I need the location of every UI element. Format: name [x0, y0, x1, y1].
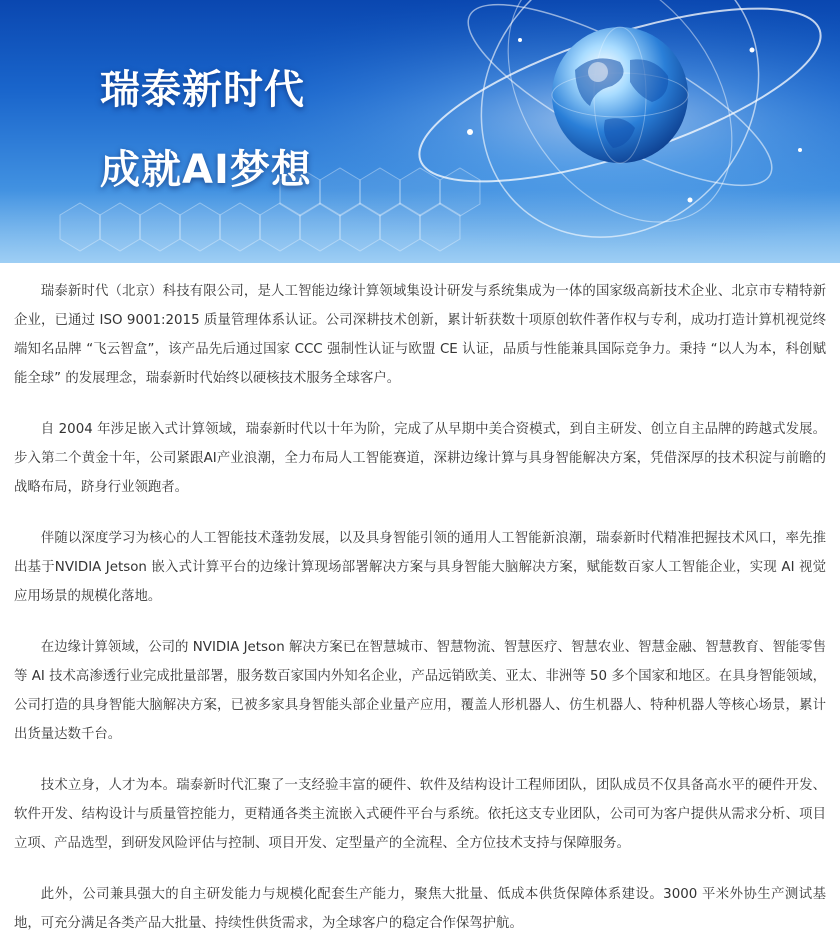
- ai-solutions-paragraph: 伴随以深度学习为核心的人工智能技术蓬勃发展，以及具身智能引领的通用人工智能新浪潮，瑞泰新时代精准把握技术风口，率先推出基于NVIDIA Jetson 嵌入式计算平台的边缘计算现场部署解决方案与具身智能大脑解决方案，赋能数百家人工智能企业，实现 AI 视觉应用场景的规模化落地。: [14, 531, 826, 604]
- company-intro: [0, 263, 840, 938]
- banner-title-line-2: 成就AI梦想: [100, 147, 312, 193]
- banner-title-line-1: 瑞泰新时代: [100, 67, 305, 113]
- intro-paragraph: 瑞泰新时代（北京）科技有限公司，是人工智能边缘计算领域集设计研发与系统集成为一体的国家级高新技术企业、北京市专精特新企业，已通过 ISO 9001:2015 质量管理体系认证。公司深耕技术创新，累计斩获数十项原创软件著作权与专利，成功打造计算机视觉终端知名品牌 “飞云智盒”，该产品先后通过国家 CCC 强制性认证与欧盟 CE 认证，品质与性能兼具国际竞争力。秉持 “以人为本，科创赋能全球” 的发展理念，瑞泰新时代始终以硬核技术服务全球客户。: [14, 284, 826, 386]
- hero-banner: [0, 0, 840, 263]
- applications-paragraph: 在边缘计算领域，公司的 NVIDIA Jetson 解决方案已在智慧城市、智慧物流、智慧医疗、智慧农业、智慧金融、智慧教育、智能零售等 AI 技术高渗透行业完成批量部署，服务数百家国内外知名企业，产品远销欧美、亚太、非洲等 50 多个国家和地区。在具身智能领域，公司打造的具身智能大脑解决方案，已被多家具身智能头部企业量产应用，覆盖人形机器人、仿生机器人、特种机器人等核心场景，累计出货量达数千台。: [14, 640, 826, 742]
- globe-graphic: [552, 27, 688, 163]
- team-paragraph: 技术立身，人才为本。瑞泰新时代汇聚了一支经验丰富的硬件、软件及结构设计工程师团队，团队成员不仅具备高水平的硬件开发、软件开发、结构设计与质量管控能力，更精通各类主流嵌入式硬件平台与系统。依托这支专业团队，公司可为客户提供从需求分析、项目立项、产品选型，到研发风险评估与控制、项目开发、定型量产的全流程、全方位技术支持与保障服务。: [14, 778, 826, 851]
- banner-background: [0, 0, 840, 263]
- history-paragraph: 自 2004 年涉足嵌入式计算领域，瑞泰新时代以十年为阶，完成了从早期中美合资模式，到自主研发、创立自主品牌的跨越式发展。步入第二个黄金十年，公司紧跟AI产业浪潮，全力布局人工智能赛道，深耕边缘计算与具身智能解决方案，凭借深厚的技术积淀与前瞻的战略布局，跻身行业领跑者。: [14, 422, 826, 495]
- production-paragraph: 此外，公司兼具强大的自主研发能力与规模化配套生产能力，聚焦大批量、低成本供货保障体系建设。3000 平米外协生产测试基地，可充分满足各类产品大批量、持续性供货需求，为全球客户的稳定合作保驾护航。: [14, 887, 826, 931]
